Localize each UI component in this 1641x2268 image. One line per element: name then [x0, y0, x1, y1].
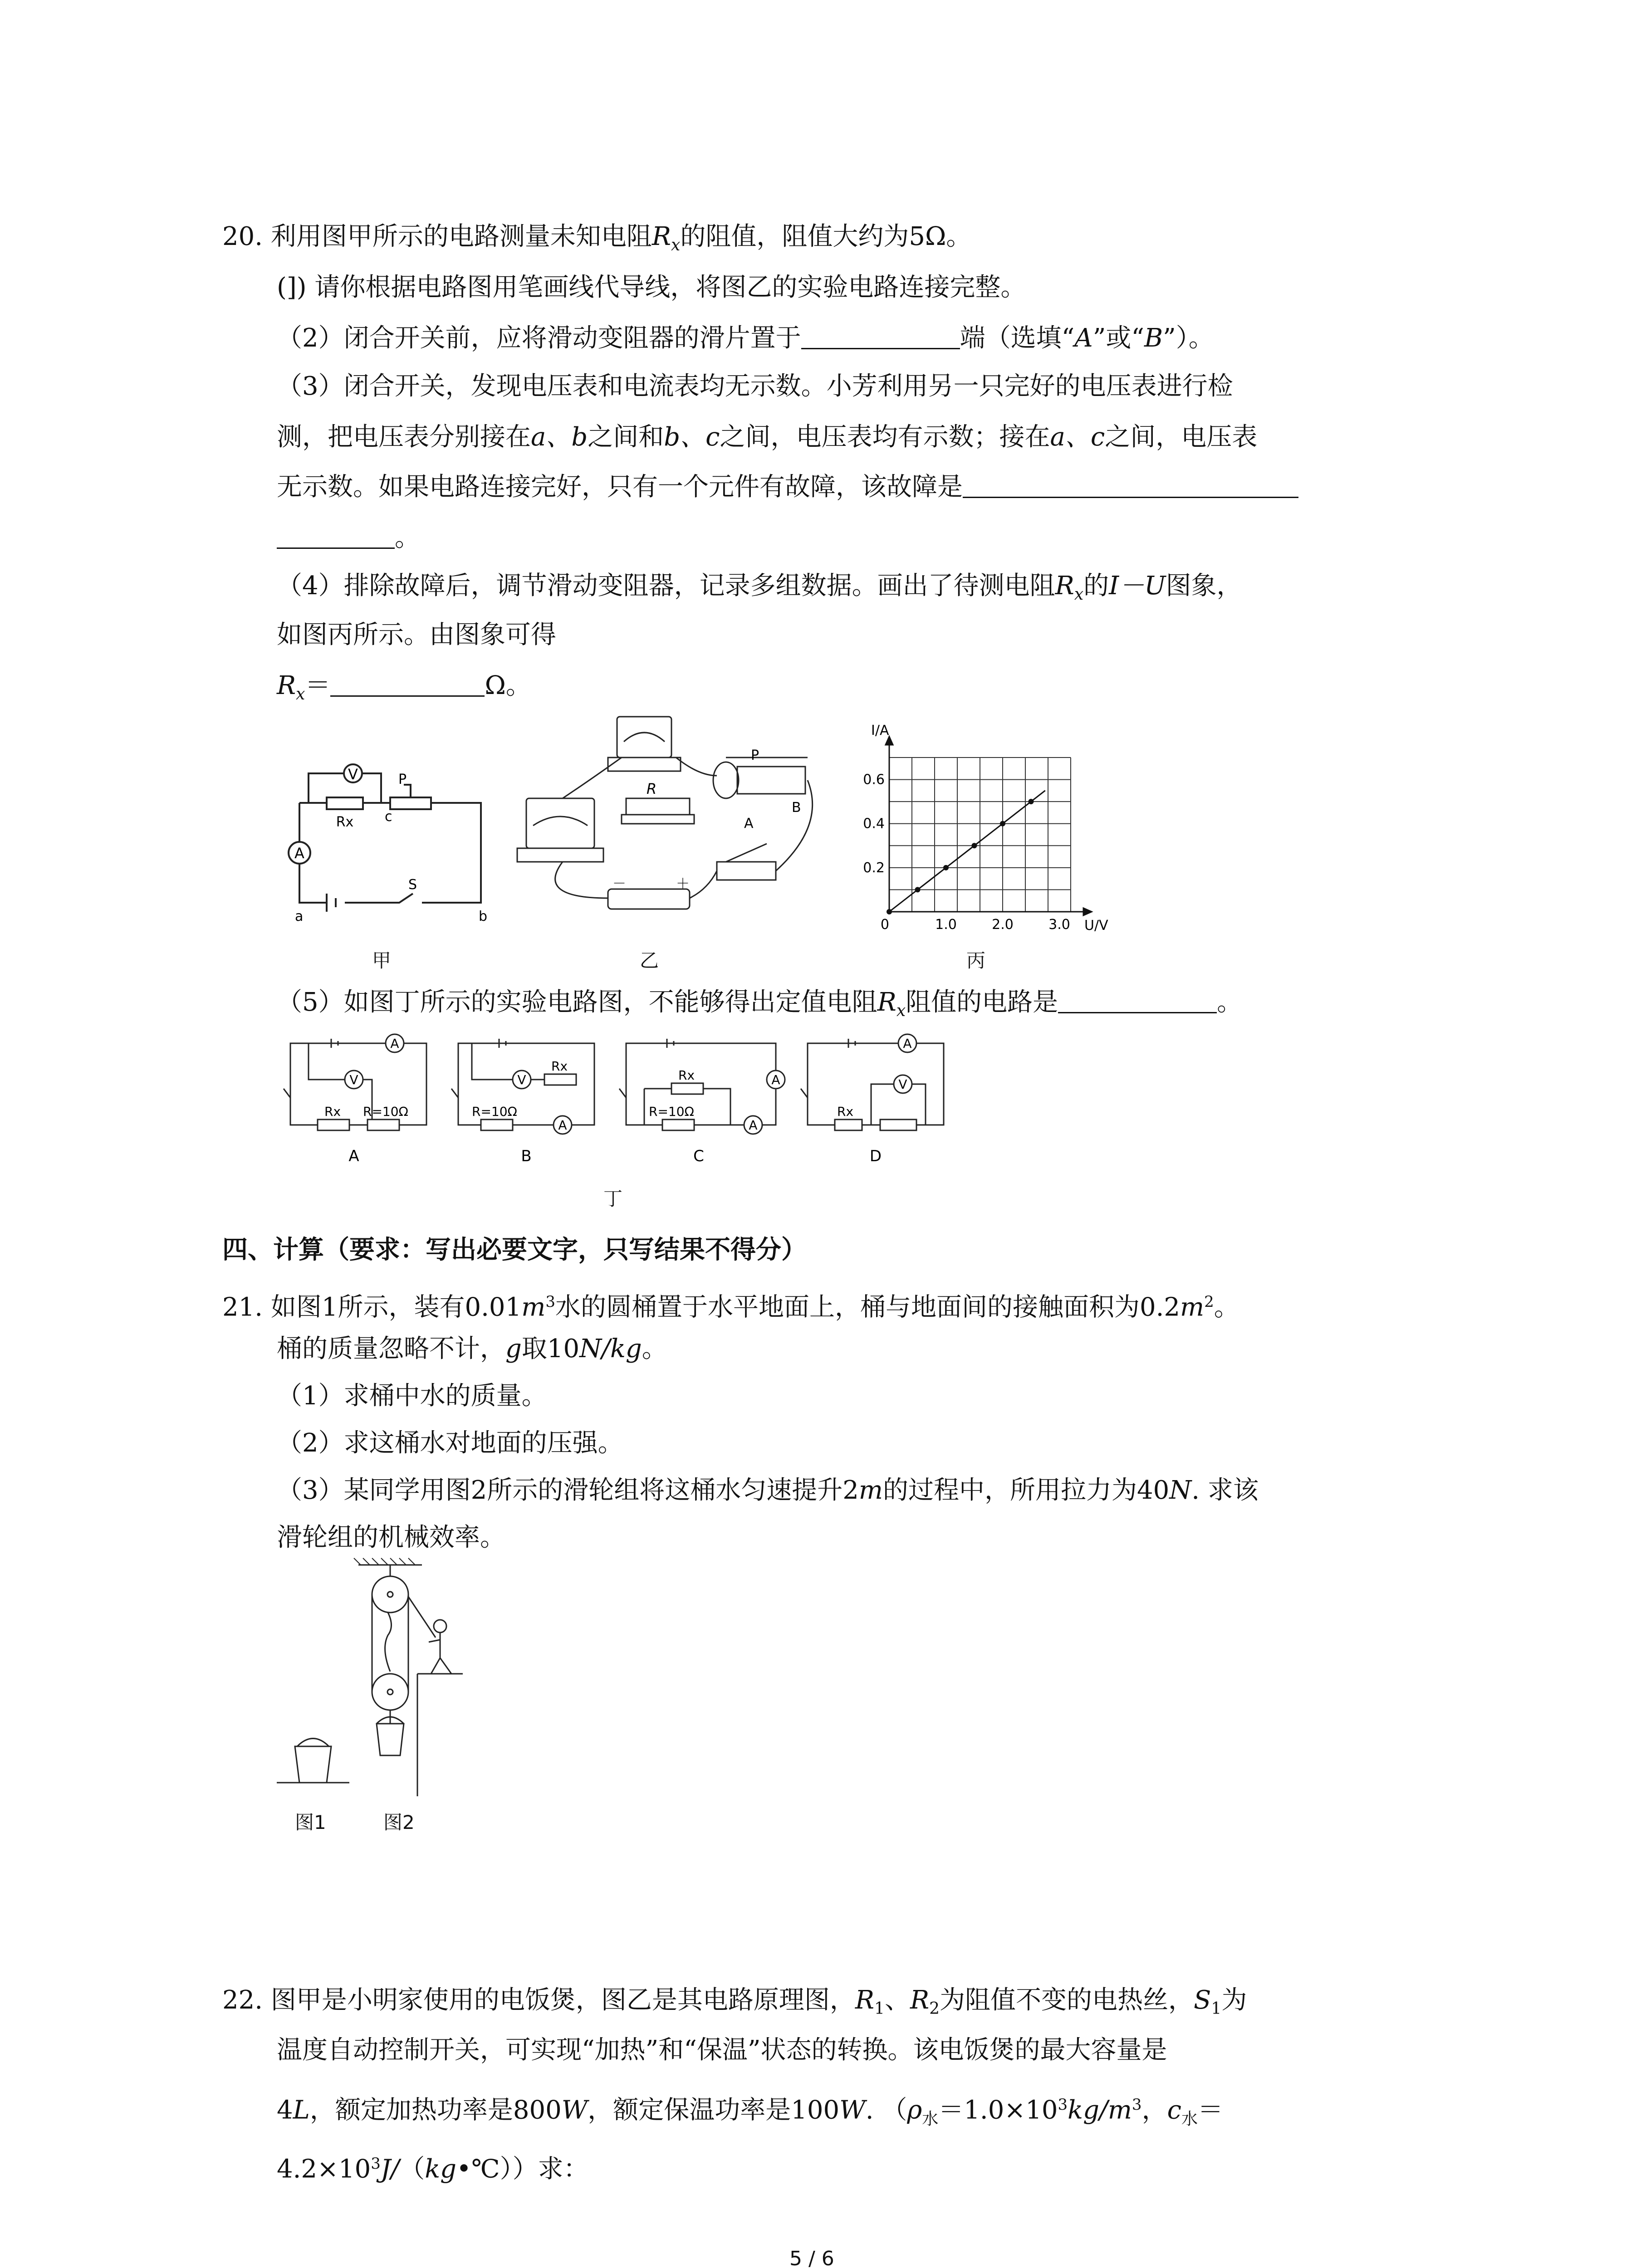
ding-d-voltmeter: V: [898, 1077, 907, 1092]
answer-blank-3b[interactable]: [277, 522, 395, 549]
caption-yi: 乙: [640, 949, 659, 972]
label-plus: ＋: [676, 876, 690, 892]
figure-ding-circuits: [281, 1030, 953, 1184]
x-tick-label: 2.0: [992, 917, 1014, 933]
caption-fig1: 图1: [295, 1811, 326, 1833]
x-tick-label: 1.0: [935, 917, 957, 933]
q21-part-2: （2）求这桶水对地面的压强。: [277, 1428, 623, 1458]
ding-label-c: C: [693, 1147, 704, 1165]
q22-line-3: 4L，额定加热功率是800W，额定保温功率是100W. （$\rho_水=1.0\times 10^3kg/m^3$，$c_水=$: [277, 2095, 1223, 2128]
q22-line-1: 22. 图甲是小明家使用的电饭煲，图乙是其电路原理图，$R_1$、$R_2$为阻值不变的电热丝，$S_1$为: [222, 1985, 1247, 2019]
ding-c-ammeter-1: A: [771, 1072, 780, 1087]
data-point: [887, 909, 892, 914]
voltmeter-symbol: V: [348, 766, 358, 783]
label-r: R: [647, 780, 657, 797]
q20-part-4-line-2: 如图丙所示。由图象可得: [277, 620, 556, 650]
data-point: [915, 887, 921, 892]
answer-blank-5[interactable]: [1058, 987, 1217, 1013]
ding-label-b: B: [521, 1147, 532, 1165]
ding-b-voltmeter: V: [517, 1072, 526, 1087]
q21-line-1: 21. 如图1所示，装有$0.01m^3$水的圆桶置于水平地面上，桶与地面间的接触面积为$0.2m^2$。: [222, 1292, 1239, 1322]
answer-blank-3a[interactable]: [963, 471, 1298, 498]
figure-bucket-pulley: [272, 1556, 526, 1810]
q21-part-3-line-2: 滑轮组的机械效率。: [277, 1523, 505, 1552]
caption-ding: 丁: [603, 1188, 623, 1210]
q20-part-4-line-3: $R_x= \Omega$。: [277, 671, 531, 704]
data-point: [972, 843, 977, 848]
label-minus: －: [612, 876, 626, 892]
chart-x-axis-label: U/V: [1084, 918, 1108, 934]
y-tick-label: 0.6: [863, 772, 885, 788]
ding-a-rx: Rx: [324, 1104, 341, 1119]
q20-part-1: (]) 请你根据电路图用笔画线代导线，将图乙的实验电路连接完整。: [277, 273, 1026, 302]
y-tick-label: 0.4: [863, 816, 885, 832]
y-tick-label: 0.2: [863, 860, 885, 876]
q22-line-4: $4.2\times 10^3J/(kg•℃)$）求：: [277, 2154, 589, 2184]
caption-fig2: 图2: [383, 1811, 415, 1833]
ammeter-symbol: A: [294, 845, 304, 862]
ding-c-r10: R=10Ω: [649, 1104, 694, 1119]
ding-c-rx: Rx: [678, 1068, 695, 1083]
label-c: c: [385, 809, 392, 825]
q20-line-1: 20. 利用图甲所示的电路测量未知电阻$R_x$的阻值，阻值大约为5Ω。: [222, 222, 972, 255]
q22-line-2: 温度自动控制开关，可实现“加热”和“保温”状态的转换。该电饭煲的最大容量是: [277, 2035, 1167, 2065]
label-a: a: [295, 909, 304, 924]
iu-line: [889, 791, 1045, 912]
data-point: [1029, 799, 1034, 804]
q20-part-3-line-4: 。: [277, 520, 420, 556]
q21-part-1: （1）求桶中水的质量。: [277, 1381, 547, 1411]
ding-d-rx: Rx: [837, 1104, 854, 1119]
ding-a-voltmeter: V: [349, 1072, 358, 1087]
ding-b-r10: R=10Ω: [472, 1104, 517, 1119]
ding-b-ammeter: A: [558, 1118, 567, 1133]
label-b: b: [479, 909, 488, 924]
q20-part-4-line-1: （4）排除故障后，调节滑动变阻器，记录多组数据。画出了待测电阻$R_x$的I－U图象，: [277, 571, 1242, 604]
answer-blank-4[interactable]: [330, 670, 485, 697]
label-p: P: [398, 772, 407, 787]
figure-yi-apparatus: [490, 708, 853, 925]
ding-a-r10: R=10Ω: [363, 1104, 408, 1119]
ding-d-ammeter: A: [903, 1036, 912, 1051]
ding-a-ammeter: A: [390, 1036, 399, 1051]
section-4-title: 四、计算（要求：写出必要文字，只写结果不得分）: [222, 1235, 807, 1265]
q20-part-5: （5）如图丁所示的实验电路图，不能够得出定值电阻$R_x$阻值的电路是 。: [277, 987, 1243, 1021]
answer-blank-2[interactable]: [801, 323, 960, 349]
x-tick-label: 3.0: [1048, 917, 1070, 933]
q20-part-3-line-3: 无示数。如果电路连接完好，只有一个元件有故障，该故障是: [277, 469, 1298, 505]
x-tick-label: 0: [880, 917, 889, 933]
ding-label-a: A: [348, 1147, 359, 1165]
q20-part-2: （2）闭合开关前，应将滑动变阻器的滑片置于 端（选填“A”或“B”）。: [277, 323, 1214, 353]
label-end-a: A: [744, 816, 754, 831]
label-rx: Rx: [336, 814, 354, 830]
x-axis-arrow: [1083, 908, 1092, 915]
label-end-b: B: [792, 800, 801, 816]
ding-label-d: D: [869, 1147, 882, 1165]
figure-bing-iu-chart: [862, 723, 1116, 939]
figure-jia-circuit: [272, 748, 499, 924]
ding-c-ammeter-2: A: [749, 1118, 758, 1133]
q21-part-3-line-1: （3）某同学用图2所示的滑轮组将这桶水匀速提升2m的过程中，所用拉力为40N. 求该: [277, 1476, 1259, 1505]
caption-jia: 甲: [372, 949, 392, 972]
ding-b-rx: Rx: [551, 1059, 568, 1074]
page-number: 5 / 6: [789, 2247, 834, 2268]
data-point: [943, 865, 949, 870]
chart-y-axis-label: I/A: [871, 723, 889, 738]
q20-part-3-line-2: 测，把电压表分别接在a、b之间和b、c之间，电压表均有示数；接在a、c之间，电压表: [277, 422, 1258, 452]
data-point: [1000, 821, 1005, 826]
q20-part-3-line-1: （3）闭合开关，发现电压表和电流表均无示数。小芳利用另一只完好的电压表进行检: [277, 371, 1233, 401]
label-s: S: [408, 877, 417, 893]
q21-line-2: 桶的质量忽略不计，g取10N/kg。: [277, 1334, 667, 1364]
caption-bing: 丙: [966, 949, 986, 972]
label-slider-p: P: [751, 748, 759, 763]
